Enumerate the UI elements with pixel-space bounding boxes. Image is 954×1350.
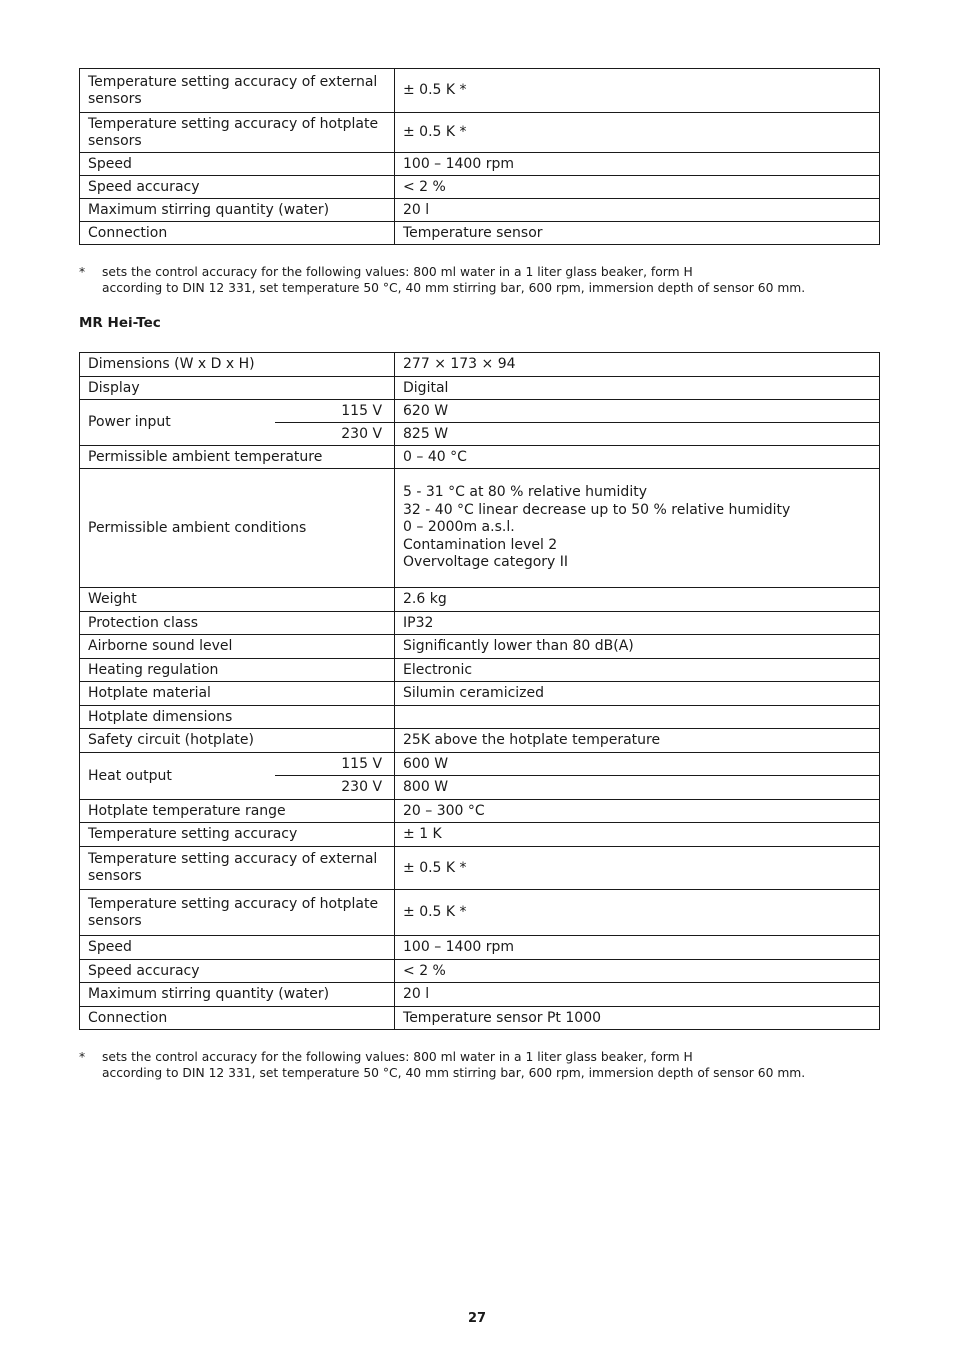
row-value: 600 W [395, 753, 880, 776]
table-row [80, 400, 880, 423]
row-label: Safety circuit (hotplate) [80, 729, 395, 753]
spec-table-mr-hei-tec [79, 352, 880, 1030]
row-value: 0 – 40 °C [395, 446, 880, 469]
row-value: 20 – 300 °C [395, 800, 880, 823]
row-value: IP32 [395, 612, 880, 635]
row-label: Hotplate material [80, 682, 395, 706]
row-label: Speed [80, 153, 395, 176]
table-row [80, 199, 880, 222]
row-label: Protection class [80, 612, 395, 635]
table-row [80, 729, 880, 753]
condition-line: 0 – 2000m a.s.l. [403, 519, 515, 536]
row-label: Power input [80, 400, 275, 446]
table-row [80, 960, 880, 983]
page-number: 27 [467, 1311, 487, 1326]
row-value: 277 × 173 × 94 [395, 353, 880, 377]
row-value: 100 – 1400 rpm [395, 153, 880, 176]
table-row [80, 446, 880, 469]
row-value: Digital [395, 377, 880, 400]
table-row [80, 1007, 880, 1030]
footnote-line: sets the control accuracy for the following values: 800 ml water in a 1 liter glass beaker, form H [102, 1050, 693, 1064]
footnote [79, 1049, 889, 1081]
row-label: Display [80, 377, 395, 400]
table-row [80, 113, 880, 153]
table-row [80, 469, 880, 588]
row-value: 25K above the hotplate temperature [395, 729, 880, 753]
table-row [80, 153, 880, 176]
row-label: Temperature setting accuracy of external sensors [80, 69, 395, 113]
footnote-line: according to DIN 12 331, set temperature 50 °C, 40 mm stirring bar, 600 rpm, immersion depth of sensor 60 mm. [102, 1066, 806, 1080]
row-label: Permissible ambient conditions [80, 469, 395, 588]
row-label: Temperature setting accuracy of external sensors [80, 847, 395, 890]
row-value [395, 706, 880, 729]
row-value: ± 0.5 K * [395, 847, 880, 890]
row-value: 2.6 kg [395, 588, 880, 612]
row-label: Connection [80, 1007, 395, 1030]
row-label: Weight [80, 588, 395, 612]
row-label: Airborne sound level [80, 635, 395, 659]
table-row [80, 69, 880, 113]
row-label: Permissible ambient temperature [80, 446, 395, 469]
table-row [80, 682, 880, 706]
table-row [80, 890, 880, 936]
row-label: Connection [80, 222, 395, 245]
row-value: < 2 % [395, 960, 880, 983]
table-row [80, 706, 880, 729]
footnote-marker: * [79, 1050, 86, 1064]
footnote-marker: * [79, 265, 86, 279]
row-label: Heat output [80, 753, 275, 800]
table-row [80, 800, 880, 823]
table-row [80, 635, 880, 659]
spec-table-continued [79, 68, 880, 245]
table-row [80, 222, 880, 245]
condition-line: Contamination level 2 [403, 536, 558, 553]
row-value: ± 0.5 K * [395, 113, 880, 153]
row-label: Maximum stirring quantity (water) [80, 983, 395, 1007]
row-label: Temperature setting accuracy [80, 823, 395, 847]
row-value: 20 l [395, 199, 880, 222]
row-value: < 2 % [395, 176, 880, 199]
voltage-label: 230 V [275, 423, 395, 446]
section-heading: MR Hei-Tec [79, 315, 161, 331]
row-value: ± 0.5 K * [395, 69, 880, 113]
row-value: Temperature sensor [395, 222, 880, 245]
row-label: Temperature setting accuracy of hotplate sensors [80, 890, 395, 936]
voltage-label: 115 V [275, 400, 395, 423]
table-row [80, 753, 880, 776]
condition-line: Overvoltage category II [403, 554, 569, 571]
table-row [80, 353, 880, 377]
table-row [80, 936, 880, 960]
table-row [80, 823, 880, 847]
table-row [80, 612, 880, 635]
row-label: Heating regulation [80, 659, 395, 682]
condition-line: 5 - 31 °C at 80 % relative humidity [403, 484, 647, 501]
row-label: Speed accuracy [80, 176, 395, 199]
table-row [80, 176, 880, 199]
row-value-multiline [395, 469, 880, 588]
table-row [80, 847, 880, 890]
row-label: Temperature setting accuracy of hotplate sensors [80, 113, 395, 153]
table-row [80, 659, 880, 682]
table-row [80, 588, 880, 612]
row-value: 100 – 1400 rpm [395, 936, 880, 960]
row-value: 825 W [395, 423, 880, 446]
row-value: Electronic [395, 659, 880, 682]
row-label: Hotplate dimensions [80, 706, 395, 729]
row-value: ± 1 K [395, 823, 880, 847]
table-row [80, 377, 880, 400]
row-label: Speed accuracy [80, 960, 395, 983]
condition-line: 32 - 40 °C linear decrease up to 50 % relative humidity [403, 501, 791, 518]
row-value: 620 W [395, 400, 880, 423]
footnote-line: according to DIN 12 331, set temperature 50 °C, 40 mm stirring bar, 600 rpm, immersion depth of sensor 60 mm. [102, 281, 806, 295]
row-value: 20 l [395, 983, 880, 1007]
row-label: Maximum stirring quantity (water) [80, 199, 395, 222]
voltage-label: 115 V [275, 753, 395, 776]
row-label: Hotplate temperature range [80, 800, 395, 823]
footnote [79, 264, 889, 296]
row-value: ± 0.5 K * [395, 890, 880, 936]
row-value: Silumin ceramicized [395, 682, 880, 706]
row-label: Speed [80, 936, 395, 960]
row-label: Dimensions (W x D x H) [80, 353, 395, 377]
row-value: 800 W [395, 776, 880, 800]
row-value: Temperature sensor Pt 1000 [395, 1007, 880, 1030]
footnote-line: sets the control accuracy for the following values: 800 ml water in a 1 liter glass beaker, form H [102, 265, 693, 279]
voltage-label: 230 V [275, 776, 395, 800]
table-row [80, 983, 880, 1007]
row-value: Significantly lower than 80 dB(A) [395, 635, 880, 659]
